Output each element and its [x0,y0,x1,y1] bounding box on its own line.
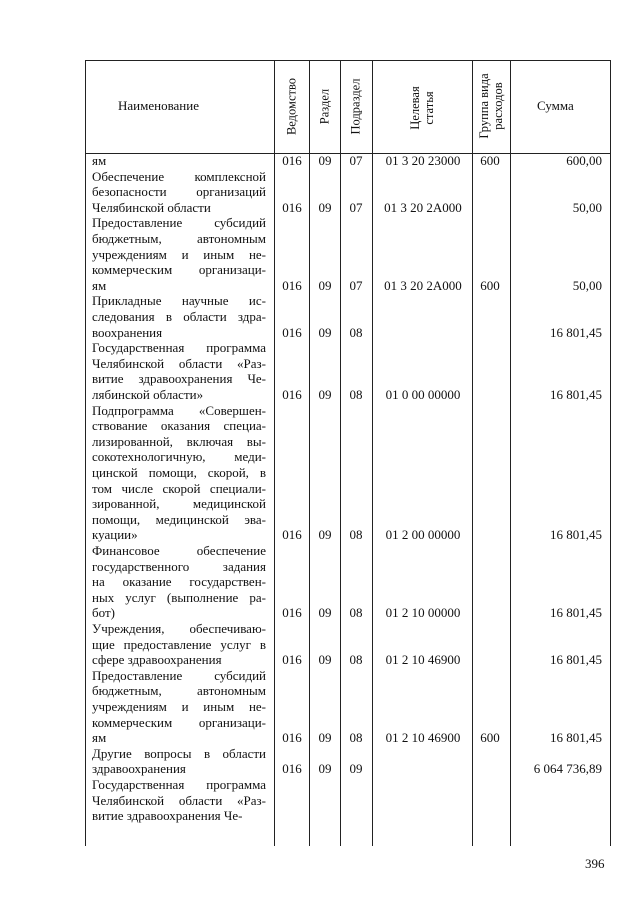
cell-vedomstvo: 016 [282,387,302,402]
cell-summa: 50,00 [572,277,602,293]
row-name-line: Челябинской области [92,199,211,215]
cell-celevaya-statya: 01 2 10 46900 [385,652,461,668]
page-number: 396 [585,856,605,871]
row-name-line: Предоставление субсидий [92,215,266,231]
row-name-line: цинской помощи, скорой, в [92,465,266,480]
cell-gruppa-vida: 600 [480,153,500,168]
col-border-6 [510,60,511,846]
row-name-line: здравоохранения [92,761,186,777]
row-name-line: лизированной, включая вы- [92,433,266,449]
row-name-line: коммерческим организаци- [92,714,266,730]
header-razdel: Раздел [317,88,332,125]
cell-vedomstvo: 016 [282,199,302,215]
row-name-line: куации» [92,527,138,543]
header-summa: Сумма [537,98,574,113]
col-border-3 [340,60,341,846]
row-name-line: ям [92,277,107,293]
row-name-line: Прикладные научные ис- [92,293,266,309]
table-top-border [85,60,611,61]
row-name-line: Предоставление субсидий [92,667,266,683]
cell-podrazdel: 08 [349,730,363,746]
cell-summa: 16 801,45 [550,730,602,746]
row-name-line: воохранения [92,324,163,340]
col-border-5 [472,60,473,846]
cell-summa: 16 801,45 [550,387,602,402]
cell-vedomstvo: 016 [282,527,302,543]
row-name-line: сокотехнологичную, меди- [92,449,266,465]
cell-summa: 600,00 [566,153,602,168]
row-name-line: государственного задания [92,558,266,574]
cell-celevaya-statya: 01 2 00 00000 [385,527,461,543]
cell-razdel: 09 [318,387,332,402]
cell-celevaya-statya: 01 0 00 00000 [385,387,461,402]
cell-vedomstvo: 016 [282,153,302,168]
cell-summa: 16 801,45 [550,527,602,543]
cell-podrazdel: 08 [349,605,363,621]
cell-razdel: 09 [318,730,332,746]
row-name-line: витие здравоохранения Че- [92,371,266,387]
row-name-line: учреждениям и иным не- [92,246,266,262]
col-border-2 [309,60,310,846]
header-celevaya-statya [372,60,472,153]
row-name-line: ствование оказания специа- [92,418,266,434]
col-border-left [85,60,86,846]
row-name-line: лябинской области» [92,387,204,402]
header-name: Наименование [118,98,199,113]
cell-podrazdel: 08 [349,387,363,402]
cell-gruppa-vida: 600 [480,730,500,746]
row-name-line: бот) [92,605,115,621]
row-name-line: Подпрограмма «Совершен- [92,402,266,418]
cell-razdel: 09 [318,605,332,621]
col-border-1 [274,60,275,846]
cell-vedomstvo: 016 [282,277,302,293]
cell-summa: 16 801,45 [550,605,602,621]
row-name-line: зированной, медицинской [92,496,266,512]
header-celevaya-line2: статья [422,91,436,125]
cell-vedomstvo: 016 [282,605,302,621]
row-name-line: на оказание государствен- [92,574,266,590]
header-gruppa-vida [472,60,510,153]
cell-razdel: 09 [318,153,332,168]
row-name-line: Челябинской области «Раз- [92,792,266,808]
row-name-line: безопасности организаций [92,184,266,200]
cell-celevaya-statya: 01 3 20 2А000 [384,199,462,215]
cell-razdel: 09 [318,761,332,777]
cell-celevaya-statya: 01 3 20 23000 [385,153,461,168]
cell-razdel: 09 [318,199,332,215]
cell-celevaya-statya: 01 2 10 46900 [385,730,461,746]
row-name-line: Государственная программа [92,340,266,356]
cell-vedomstvo: 016 [282,652,302,668]
row-name-line: ям [92,153,107,168]
row-name-line: бюджетным, автономным [92,231,266,246]
cell-vedomstvo: 016 [282,324,302,340]
row-name-line: Челябинской области «Раз- [92,355,266,371]
cell-podrazdel: 07 [349,199,363,215]
row-name-line: Учреждения, обеспечиваю- [92,621,266,636]
row-name-line: Государственная программа [92,777,266,792]
row-name-line: помощи, медицинской эва- [92,511,266,527]
cell-celevaya-statya: 01 2 10 00000 [385,605,461,621]
header-podrazdel: Подраздел [348,78,363,135]
row-name-line: следования в области здра- [92,309,266,324]
header-gruppa-line2: расходов [491,82,505,130]
col-border-4 [372,60,373,846]
row-name-line: щие предоставление услуг в [92,636,266,652]
row-name-line: ных услуг (выполнение ра- [92,589,266,605]
row-name-line: Другие вопросы в области [92,745,266,761]
row-name-line: витие здравоохранения Че- [92,808,243,824]
col-border-right [610,60,611,846]
row-name-line: Обеспечение комплексной [92,168,266,184]
cell-summa: 50,00 [572,199,602,215]
cell-summa: 16 801,45 [550,324,602,340]
header-celevaya-line1: Целевая [408,86,422,130]
row-name-line: ям [92,730,107,746]
header-gruppa-line1: Группа вида [477,73,491,139]
cell-razdel: 09 [318,652,332,668]
cell-celevaya-statya: 01 3 20 2А000 [384,277,462,293]
cell-vedomstvo: 016 [282,730,302,746]
cell-podrazdel: 09 [349,761,363,777]
row-name-line: бюджетным, автономным [92,683,266,699]
row-name-line: коммерческим организаци- [92,262,266,278]
cell-podrazdel: 08 [349,324,363,340]
cell-podrazdel: 07 [349,153,363,168]
row-name-line: учреждениям и иным не- [92,699,266,714]
cell-razdel: 09 [318,277,332,293]
row-name-line: том числе скорой специали- [92,480,266,496]
cell-podrazdel: 08 [349,652,363,668]
header-vedomstvo: Ведомство [284,77,299,136]
cell-razdel: 09 [318,324,332,340]
cell-summa: 6 064 736,89 [533,761,602,777]
cell-vedomstvo: 016 [282,761,302,777]
cell-podrazdel: 07 [349,277,363,293]
cell-gruppa-vida: 600 [480,277,500,293]
cell-podrazdel: 08 [349,527,363,543]
cell-summa: 16 801,45 [550,652,602,668]
cell-razdel: 09 [318,527,332,543]
row-name-line: сфере здравоохранения [92,652,222,668]
row-name-line: Финансовое обеспечение [92,543,266,558]
